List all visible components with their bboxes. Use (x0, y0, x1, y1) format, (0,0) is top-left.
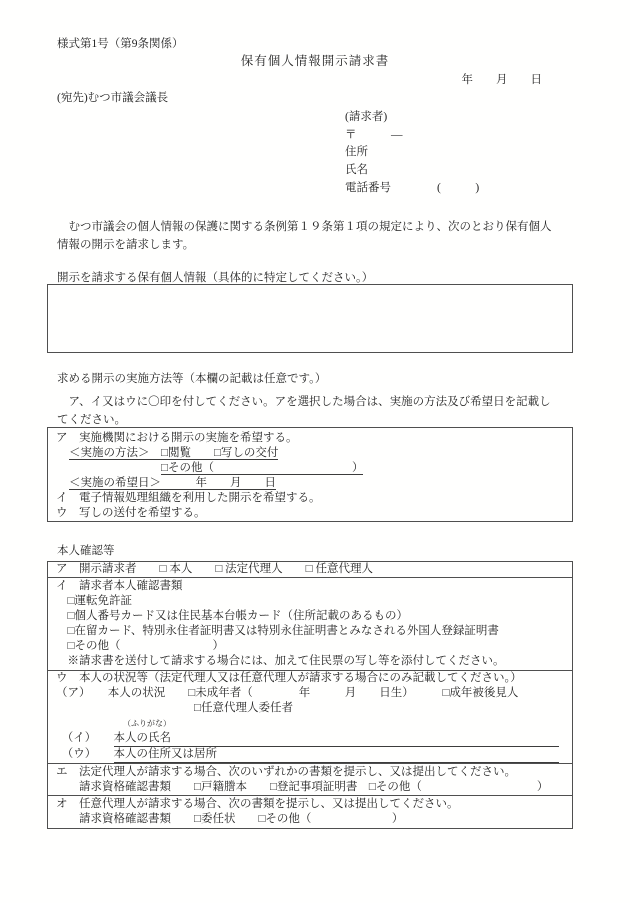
identity-doc-line6: ※請求書を送付して請求する場合には、加えて住民票の写し等を添付してください。 (56, 655, 505, 667)
form-number: 様式第1号（第9条関係） (57, 38, 184, 50)
phone-label: 電話番号 ( ) (345, 181, 480, 194)
method-other-line: □その他（ ） (161, 462, 364, 474)
name-label: 氏名 (345, 164, 368, 177)
method-option-u: ウ 写しの送付を希望する。 (56, 507, 206, 519)
legal-rep-line2: 請求資格確認書類 □戸籍謄本 □登記事項証明書 □その他（ ） (56, 781, 549, 793)
voluntary-rep-line2: 請求資格確認書類 □委任状 □その他（ ） (56, 813, 404, 825)
principal-address-prefix: （ウ） (56, 748, 114, 760)
requester-label: (請求者) (345, 111, 388, 123)
principal-address-line (56, 747, 559, 763)
method-note-line1: ア、イ又はウに〇印を付してください。アを選択した場合は、実施の方法及び希望日を記載し (57, 396, 551, 408)
request-statement-line1: むつ市議会の個人情報の保護に関する条例第１９条第１項の規定により、次のとおり保有個人 (57, 221, 552, 233)
identity-table (47, 561, 573, 829)
voluntary-rep-line1: オ 任意代理人が請求する場合、次の書類を提示し、又は提出してください。 (56, 798, 459, 810)
method-option-i: イ 電子情報処理組織を利用した開示を希望する。 (56, 492, 321, 504)
postal-code-line: 〒 ― (345, 128, 403, 141)
furigana-label: （ふりがな） (123, 719, 171, 728)
method-table (47, 427, 573, 522)
request-statement-line2: 情報の開示を請求します。 (57, 239, 195, 251)
principal-name-field: 本人の氏名 (114, 731, 560, 747)
principal-name-line (56, 731, 559, 747)
identity-row-principal (48, 670, 572, 763)
identity-row-requester (48, 562, 572, 577)
identity-requester-line: ア 開示請求者 □ 本人 □ 法定代理人 □ 任意代理人 (56, 563, 373, 575)
method-note (57, 393, 551, 429)
identity-row-voluntary-rep (48, 795, 572, 828)
identity-heading: 本人確認等 (57, 545, 115, 557)
principal-delegate-line: □任意代理人委任者 (56, 702, 293, 714)
principal-line1: ウ 本人の状況等（法定代理人又は任意代理人が請求する場合にのみ記載してください。） (56, 672, 522, 684)
identity-doc-line1: イ 請求者本人確認書類 (56, 580, 183, 592)
identity-doc-line4: □在留カード、特別永住者証明書又は特別永住証明書とみなされる外国人登録証明書 (56, 625, 499, 637)
principal-name-prefix: （イ） (56, 732, 114, 744)
addressee: (宛先)むつ市議会議長 (57, 92, 169, 104)
legal-rep-line1: エ 法定代理人が請求する場合、次のいずれかの書類を提示し、又は提出してください。 (56, 766, 516, 778)
method-how-line: ＜実施の方法＞ □閲覧 □写しの交付 (69, 447, 279, 459)
identity-row-legal-rep (48, 763, 572, 795)
method-option-a: ア 実施機関における開示の実施を希望する。 (56, 432, 298, 444)
date-line: 年 月 日 (461, 74, 542, 86)
request-statement (57, 218, 552, 254)
identity-doc-line5: □その他（ ） (56, 640, 224, 652)
principal-address-field: 本人の住所又は居所 (114, 747, 560, 763)
method-wish-date-line: ＜実施の希望日＞ 年 月 日 (69, 477, 276, 489)
identity-row-documents (48, 577, 572, 670)
identity-doc-line3: □個人番号カード又は住民基本台帳カード（住所記載のあるもの） (56, 610, 408, 622)
address-label: 住所 (345, 146, 368, 159)
page-title: 保有個人情報開示請求書 (240, 54, 390, 68)
disclosure-target-label: 開示を請求する保有個人情報（具体的に特定してください。） (57, 272, 374, 284)
disclosure-target-box (47, 284, 573, 353)
identity-doc-line2: □運転免許証 (56, 595, 132, 607)
method-heading: 求める開示の実施方法等（本欄の記載は任意です。） (57, 373, 327, 385)
method-note-line2: てください。 (57, 414, 126, 426)
principal-status-line: （ア） 本人の状況 □未成年者（ 年 月 日生） □成年被後見人 (56, 687, 519, 699)
requester-block (345, 109, 479, 198)
